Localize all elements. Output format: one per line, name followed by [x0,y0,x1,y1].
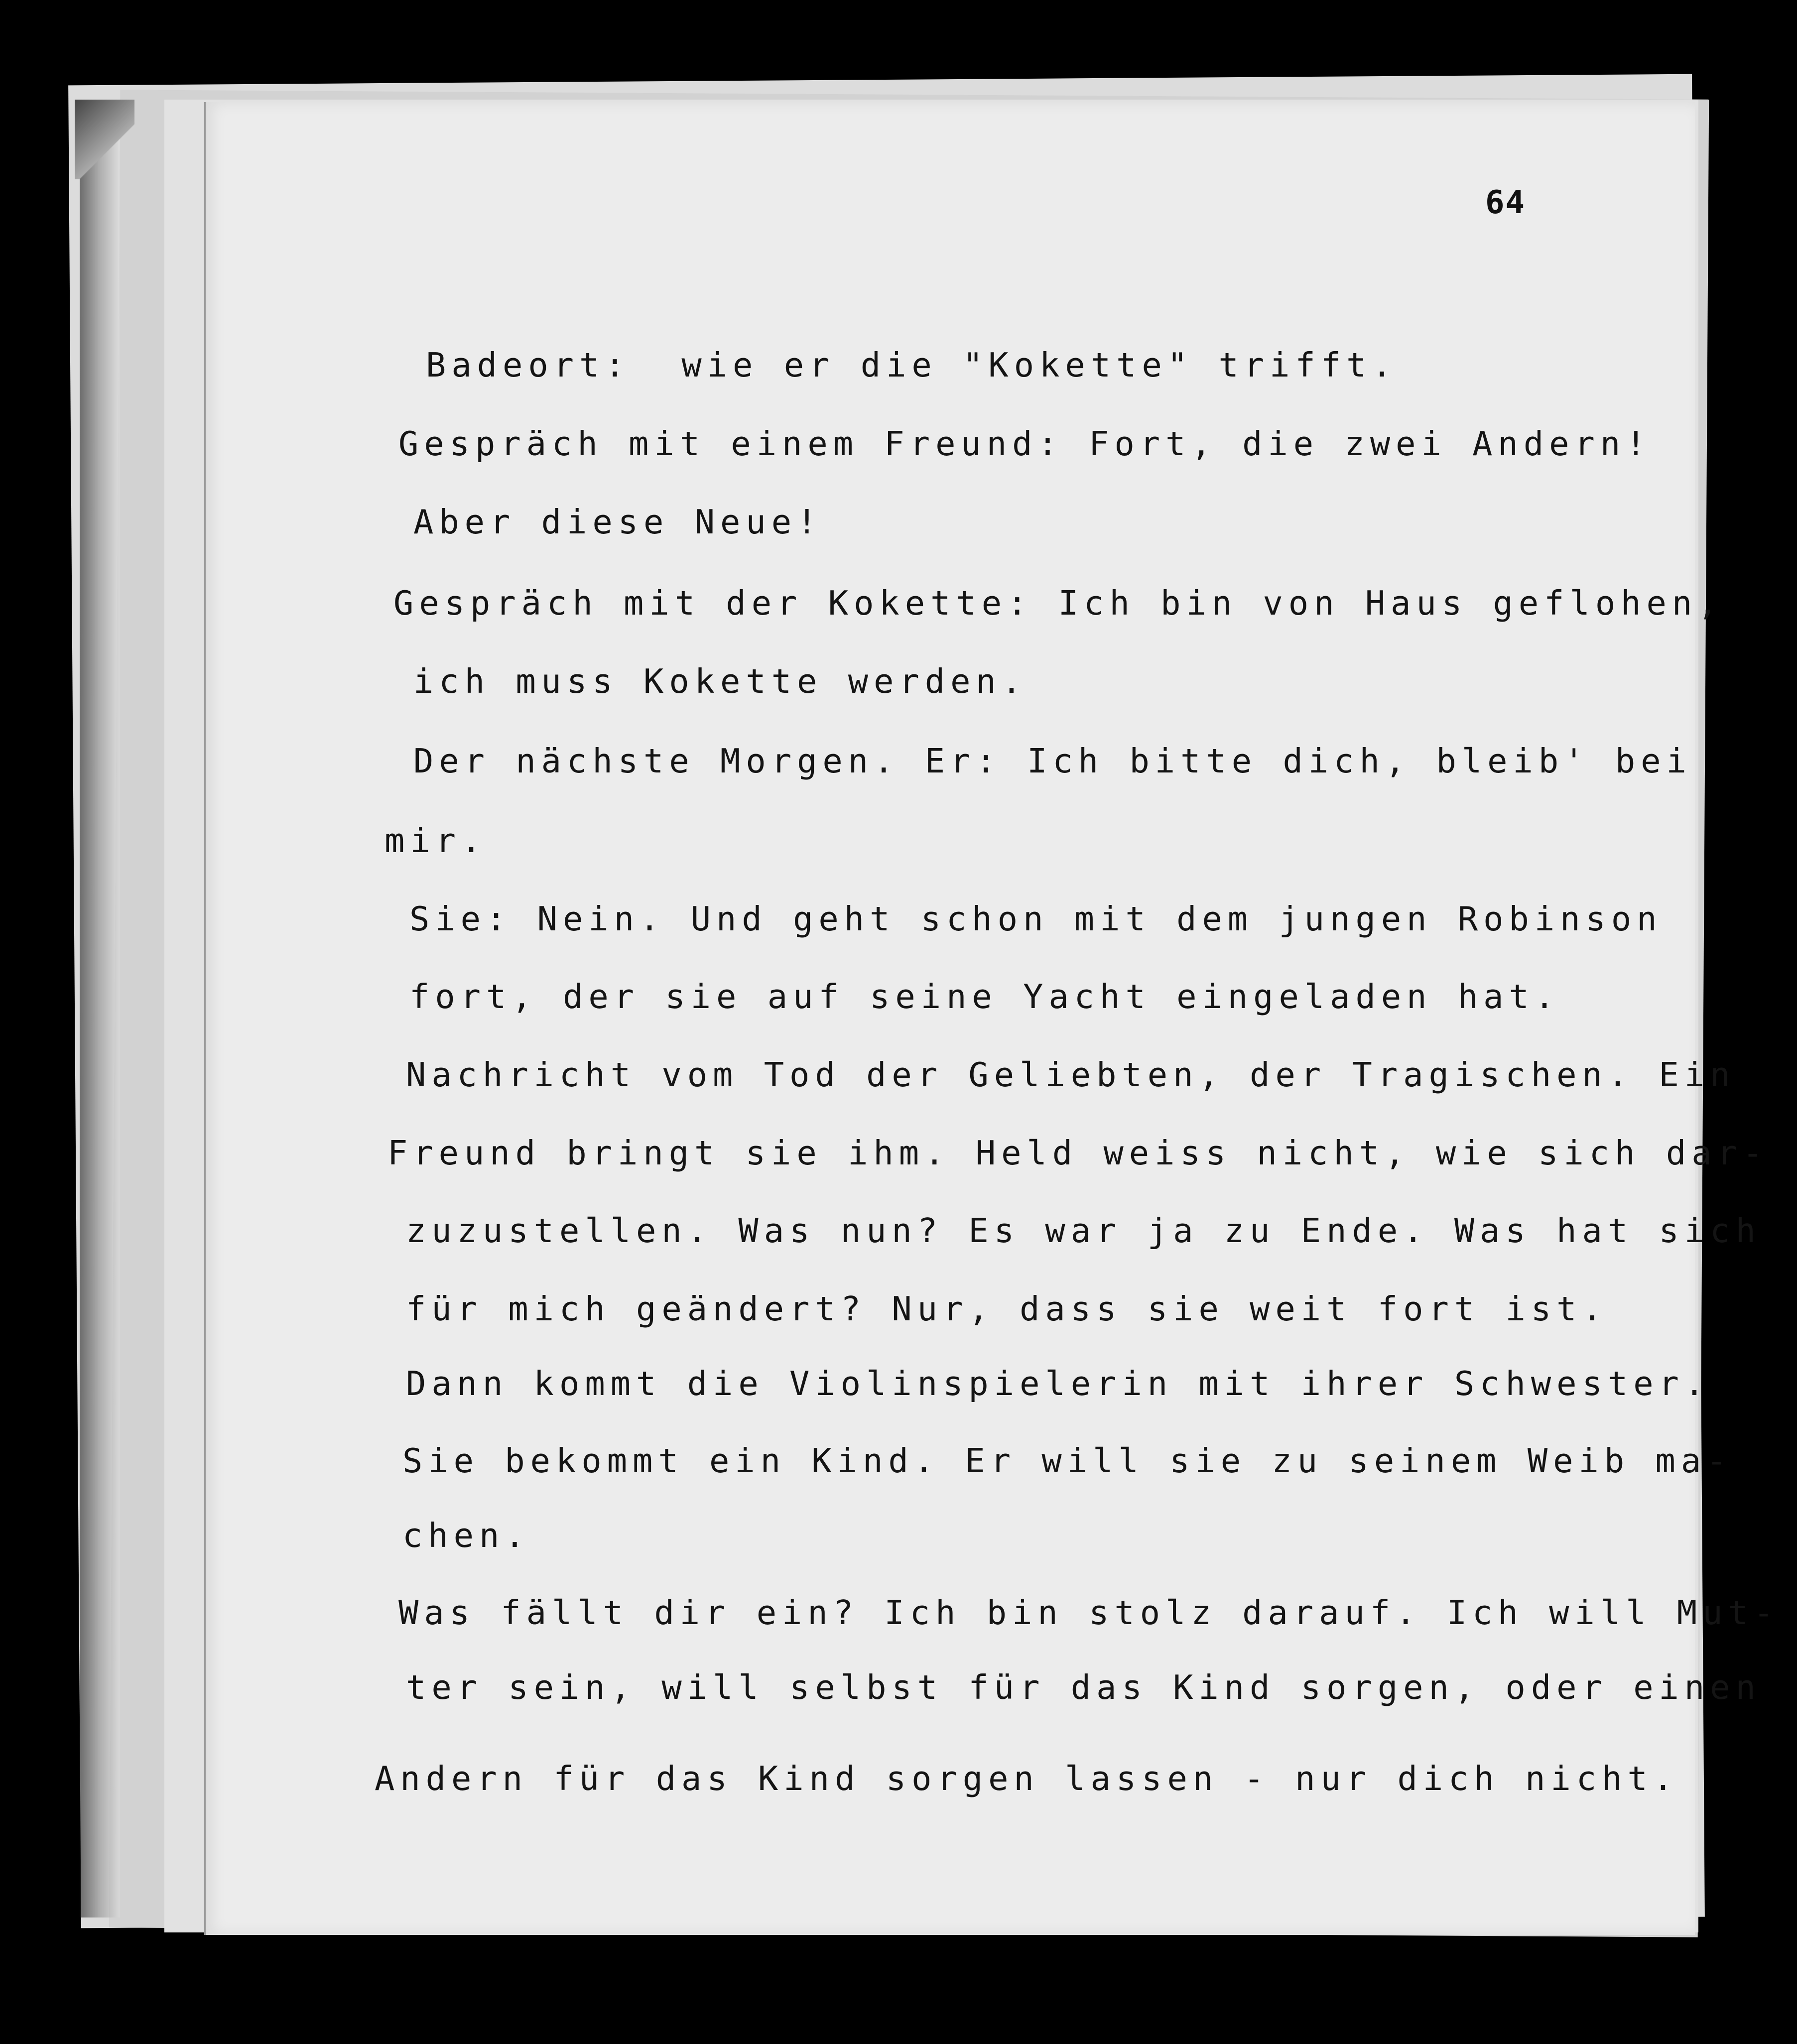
text-line: Badeort: wie er die "Kokette" trifft. [426,346,1398,384]
page-number: 64 [1485,184,1526,221]
text-line: Sie bekommt ein Kind. Er will sie zu seinem Weib ma- [402,1441,1732,1480]
text-line: chen. [402,1516,530,1555]
text-line: ich muss Kokette werden. [413,662,1027,701]
folded-corner [75,100,134,179]
text-line: Andern für das Kind sorgen lassen - nur dich nicht. [375,1759,1679,1798]
text-line: Freund bringt sie ihm. Held weiss nicht, wie sich dar- [387,1134,1769,1172]
text-line: Der nächste Morgen. Er: Ich bitte dich, bleib' bei [413,742,1692,780]
text-line: Gespräch mit der Kokette: Ich bin von Haus geflohen, [393,584,1723,623]
text-line: Gespräch mit einem Freund: Fort, die zwei Andern! [398,424,1652,463]
text-line: Aber diese Neue! [413,503,823,541]
text-line: zuzustellen. Was nun? Es war ja zu Ende. Was hat sich [406,1211,1761,1250]
text-line: Nachricht vom Tod der Geliebten, der Tragischen. Ein [406,1055,1736,1094]
text-line: Was fällt dir ein? Ich bin stolz darauf. Ich will Mut- [398,1593,1780,1632]
text-line: Sie: Nein. Und geht schon mit dem jungen Robinson [409,899,1663,938]
text-line: für mich geändert? Nur, dass sie weit fort ist. [406,1289,1608,1328]
text-line: Dann kommt die Violinspielerin mit ihrer Schwester. [406,1364,1710,1403]
text-line: mir. [385,821,487,860]
text-line: fort, der sie auf seine Yacht eingeladen hat. [409,977,1560,1016]
text-line: ter sein, will selbst für das Kind sorgen, oder einen [406,1668,1761,1707]
paper-edge-shadow [80,100,120,1917]
